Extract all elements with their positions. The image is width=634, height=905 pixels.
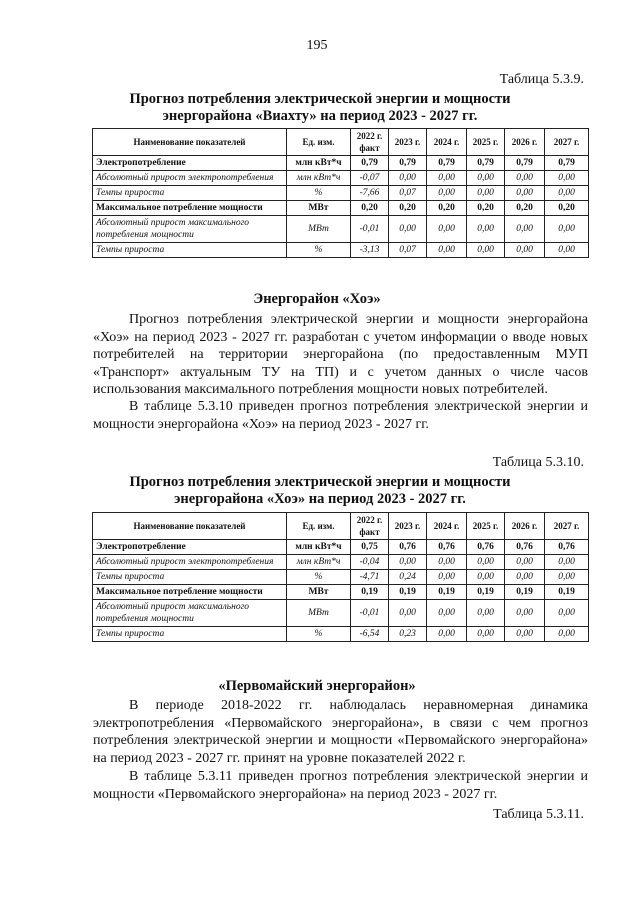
table-row <box>93 243 589 258</box>
row-value: 0,19 <box>427 585 467 600</box>
table-row <box>93 171 589 186</box>
row-value: 0,00 <box>427 627 467 642</box>
row-value: 0,00 <box>545 627 589 642</box>
row-value: 0,00 <box>467 243 505 258</box>
row-name: Темпы прироста <box>93 570 287 585</box>
table1-header-cell: Наименование показателей <box>93 129 287 156</box>
row-value: 0,00 <box>427 555 467 570</box>
table1-title: Прогноз потребления электрической энергии и мощности энергорайона «Виахту» на период 2023 - 2027 гг. <box>129 91 511 124</box>
table-row <box>93 600 589 627</box>
row-name: Абсолютный прирост максимального потребления мощности <box>93 600 287 627</box>
row-value: 0,00 <box>545 171 589 186</box>
row-value: -6,54 <box>351 627 389 642</box>
row-unit: % <box>287 243 351 258</box>
row-value: 0,79 <box>389 156 427 171</box>
table2-header-cell: 2025 г. <box>467 513 505 540</box>
table1-header-cell: 2025 г. <box>467 129 505 156</box>
row-value: 0,00 <box>505 216 545 243</box>
row-value: 0,00 <box>545 600 589 627</box>
row-value: 0,24 <box>389 570 427 585</box>
table1-label: Таблица 5.3.9. <box>499 72 584 87</box>
row-value: 0,00 <box>505 186 545 201</box>
row-value: 0,00 <box>427 600 467 627</box>
table1-header-cell: 2022 г. факт <box>351 129 389 156</box>
row-value: 0,76 <box>505 540 545 555</box>
row-value: 0,00 <box>467 186 505 201</box>
row-value: 0,00 <box>467 555 505 570</box>
row-value: 0,00 <box>505 627 545 642</box>
row-value: 0,00 <box>389 600 427 627</box>
row-name: Абсолютный прирост электропотребления <box>93 555 287 570</box>
row-value: 0,23 <box>389 627 427 642</box>
row-unit: МВт <box>287 201 351 216</box>
row-value: 0,00 <box>467 171 505 186</box>
table-row <box>93 627 589 642</box>
row-value: -3,13 <box>351 243 389 258</box>
row-value: 0,00 <box>505 171 545 186</box>
row-value: 0,19 <box>545 585 589 600</box>
row-value: 0,00 <box>427 570 467 585</box>
row-value: -0,01 <box>351 216 389 243</box>
row-value: 0,79 <box>505 156 545 171</box>
row-value: 0,00 <box>389 555 427 570</box>
row-value: 0,76 <box>389 540 427 555</box>
table-row <box>93 555 589 570</box>
table-row <box>93 585 589 600</box>
row-value: 0,76 <box>427 540 467 555</box>
row-value: 0,79 <box>545 156 589 171</box>
row-value: 0,00 <box>467 627 505 642</box>
row-value: 0,76 <box>467 540 505 555</box>
table2-header-cell: 2026 г. <box>505 513 545 540</box>
row-name: Максимальное потребление мощности <box>93 201 287 216</box>
row-value: 0,00 <box>427 186 467 201</box>
row-value: -0,01 <box>351 600 389 627</box>
row-unit: млн кВт*ч <box>287 156 351 171</box>
row-value: 0,19 <box>467 585 505 600</box>
row-value: 0,20 <box>467 201 505 216</box>
row-value: 0,00 <box>427 243 467 258</box>
row-name: Темпы прироста <box>93 627 287 642</box>
row-unit: МВт <box>287 216 351 243</box>
table2-header-cell: 2023 г. <box>389 513 427 540</box>
table2-header-cell: 2024 г. <box>427 513 467 540</box>
row-value: 0,20 <box>427 201 467 216</box>
row-value: 0,00 <box>427 216 467 243</box>
row-unit: млн кВт*ч <box>287 540 351 555</box>
table-row <box>93 186 589 201</box>
table1 <box>92 128 589 258</box>
table1-header-row <box>93 129 589 156</box>
row-value: 0,20 <box>505 201 545 216</box>
section-hoe-heading: Энергорайон «Хоэ» <box>253 291 381 307</box>
row-value: 0,20 <box>351 201 389 216</box>
table2-header-cell: Ед. изм. <box>287 513 351 540</box>
row-unit: млн кВт*ч <box>287 555 351 570</box>
table2-header-row <box>93 513 589 540</box>
row-value: 0,00 <box>545 186 589 201</box>
row-unit: % <box>287 627 351 642</box>
table-row <box>93 156 589 171</box>
page-number: 195 <box>306 38 328 53</box>
table3-label: Таблица 5.3.11. <box>493 807 584 822</box>
row-value: 0,00 <box>505 600 545 627</box>
section-hoe-para2: В таблице 5.3.10 приведен прогноз потребления электрической энергии и мощности энергорайона «Хоэ» на период 2023 - 2027 гг. <box>93 399 588 432</box>
row-name: Темпы прироста <box>93 243 287 258</box>
row-value: 0,20 <box>389 201 427 216</box>
row-value: 0,20 <box>545 201 589 216</box>
row-value: 0,19 <box>351 585 389 600</box>
table1-header-cell: 2023 г. <box>389 129 427 156</box>
section-pervomaisky-para1: В периоде 2018-2022 гг. наблюдалась неравномерная динамика электропотребления «Первомайского энергорайона», в связи с чем прогноз потребления электрической энергии и мощности «Первомайского энергорайона» на период 2023 - 2027 гг. принят на уровне показателей 2022 г. <box>93 698 588 766</box>
table-row <box>93 570 589 585</box>
row-unit: МВт <box>287 585 351 600</box>
row-value: 0,00 <box>427 171 467 186</box>
table1-header-cell: 2027 г. <box>545 129 589 156</box>
row-name: Максимальное потребление мощности <box>93 585 287 600</box>
row-unit: МВт <box>287 600 351 627</box>
table2-label: Таблица 5.3.10. <box>492 455 584 470</box>
section-pervomaisky-para2: В таблице 5.3.11 приведен прогноз потребления электрической энергии и мощности «Первомайского энергорайона» на период 2023 - 2027 гг. <box>93 769 588 802</box>
table2-header-cell: 2022 г. факт <box>351 513 389 540</box>
row-value: -7,66 <box>351 186 389 201</box>
row-name: Электропотребление <box>93 156 287 171</box>
row-value: 0,00 <box>389 216 427 243</box>
section-hoe-para1: Прогноз потребления электрической энергии и мощности энергорайона «Хоэ» на период 2023 - 2027 гг. разработан с учетом информации о вводе новых потребителей на территории энергорайона (по предоставленным МУП «Транспорт» актуальным ТУ на ТП) и с учетом данных о числе часов использования максимального потребления мощности новых потребителей. <box>93 312 588 397</box>
row-value: 0,00 <box>545 570 589 585</box>
row-value: -4,71 <box>351 570 389 585</box>
row-value: 0,00 <box>467 570 505 585</box>
row-value: -0,04 <box>351 555 389 570</box>
row-value: 0,79 <box>427 156 467 171</box>
row-value: 0,75 <box>351 540 389 555</box>
table2-header-cell: Наименование показателей <box>93 513 287 540</box>
row-name: Абсолютный прирост электропотребления <box>93 171 287 186</box>
row-value: 0,79 <box>467 156 505 171</box>
table1-header-cell: 2026 г. <box>505 129 545 156</box>
row-value: 0,00 <box>545 555 589 570</box>
table-row <box>93 201 589 216</box>
row-value: 0,76 <box>545 540 589 555</box>
table2-title: Прогноз потребления электрической энергии и мощности энергорайона «Хоэ» на период 2023 - 2027 гг. <box>129 474 511 507</box>
row-value: 0,00 <box>467 216 505 243</box>
section-pervomaisky-heading: «Первомайский энергорайон» <box>218 678 416 694</box>
row-unit: % <box>287 570 351 585</box>
row-value: 0,00 <box>545 243 589 258</box>
row-value: 0,00 <box>545 216 589 243</box>
table2 <box>92 512 589 642</box>
table1-header-cell: 2024 г. <box>427 129 467 156</box>
row-value: 0,07 <box>389 243 427 258</box>
row-name: Абсолютный прирост максимального потребления мощности <box>93 216 287 243</box>
row-value: -0,07 <box>351 171 389 186</box>
row-value: 0,07 <box>389 186 427 201</box>
row-name: Электропотребление <box>93 540 287 555</box>
row-unit: млн кВт*ч <box>287 171 351 186</box>
table2-header-cell: 2027 г. <box>545 513 589 540</box>
row-value: 0,00 <box>505 555 545 570</box>
row-value: 0,19 <box>505 585 545 600</box>
table-row <box>93 216 589 243</box>
row-value: 0,00 <box>467 600 505 627</box>
row-value: 0,00 <box>505 570 545 585</box>
row-unit: % <box>287 186 351 201</box>
row-value: 0,00 <box>505 243 545 258</box>
row-value: 0,79 <box>351 156 389 171</box>
row-value: 0,00 <box>389 171 427 186</box>
table-row <box>93 540 589 555</box>
table1-header-cell: Ед. изм. <box>287 129 351 156</box>
row-name: Темпы прироста <box>93 186 287 201</box>
row-value: 0,19 <box>389 585 427 600</box>
